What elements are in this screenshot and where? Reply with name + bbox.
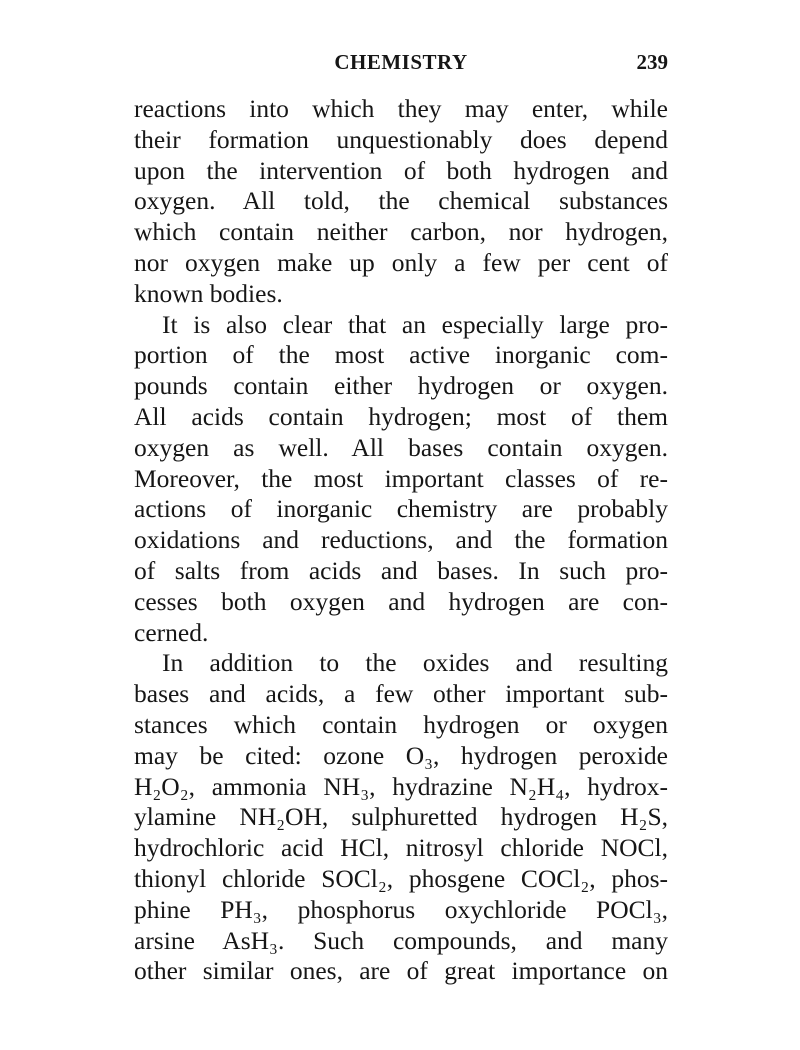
text-line: reactions into which they may enter, while (134, 94, 668, 123)
text-line: All acids contain hydrogen; most of them (134, 401, 668, 431)
text-line: stances which contain hydrogen or oxygen (134, 709, 668, 739)
text-line: known bodies. (134, 278, 283, 308)
paragraph-3 (134, 648, 668, 987)
running-head (134, 50, 668, 80)
text-line: Moreover, the most important classes of re- (134, 463, 668, 493)
text-line: cesses both oxygen and hydrogen are con- (134, 586, 668, 616)
text-line: oxygen as well. All bases contain oxygen. (134, 432, 668, 462)
page-number: 239 (636, 50, 668, 74)
text-line: phine PH₃, phosphorus oxychloride POCl₃, (134, 894, 668, 924)
text-line: nor oxygen make up only a few per cent of (134, 247, 668, 277)
text-line: their formation unquestionably does depend (134, 124, 668, 154)
text-line: of salts from acids and bases. In such pro- (134, 555, 668, 585)
text-line: H₂O₂, ammonia NH₃, hydrazine N₂H₄, hydrox- (134, 771, 668, 801)
text-line: portion of the most active inorganic com- (134, 340, 668, 370)
text-line: In addition to the oxides and resulting (162, 648, 668, 678)
text-line: thionyl chloride SOCl₂, phosgene COCl₂, phos- (134, 863, 668, 893)
text-line: pounds contain either hydrogen or oxygen. (134, 371, 668, 401)
book-page (134, 50, 668, 987)
text-line: actions of inorganic chemistry are probably (134, 494, 668, 524)
text-line: bases and acids, a few other important sub- (134, 679, 668, 709)
running-title: CHEMISTRY (334, 50, 468, 74)
text-line: oxidations and reductions, and the formation (134, 525, 668, 555)
text-line: other similar ones, are of great importance on (134, 956, 668, 986)
text-line: which contain neither carbon, nor hydrogen, (134, 217, 668, 247)
text-line: oxygen. All told, the chemical substances (134, 186, 668, 216)
text-line: arsine AsH₃. Such compounds, and many (134, 925, 668, 955)
paragraph-1 (134, 94, 668, 310)
text-line: upon the intervention of both hydrogen and (134, 155, 668, 185)
body-text (134, 94, 668, 987)
text-line: It is also clear that an especially large pro- (162, 309, 668, 339)
text-line: may be cited: ozone O₃, hydrogen peroxide (134, 740, 668, 770)
text-line: hydrochloric acid HCl, nitrosyl chloride NOCl, (134, 833, 668, 863)
text-line: ylamine NH₂OH, sulphuretted hydrogen H₂S, (134, 802, 668, 832)
paragraph-2 (134, 310, 668, 649)
text-line: cerned. (134, 617, 209, 647)
